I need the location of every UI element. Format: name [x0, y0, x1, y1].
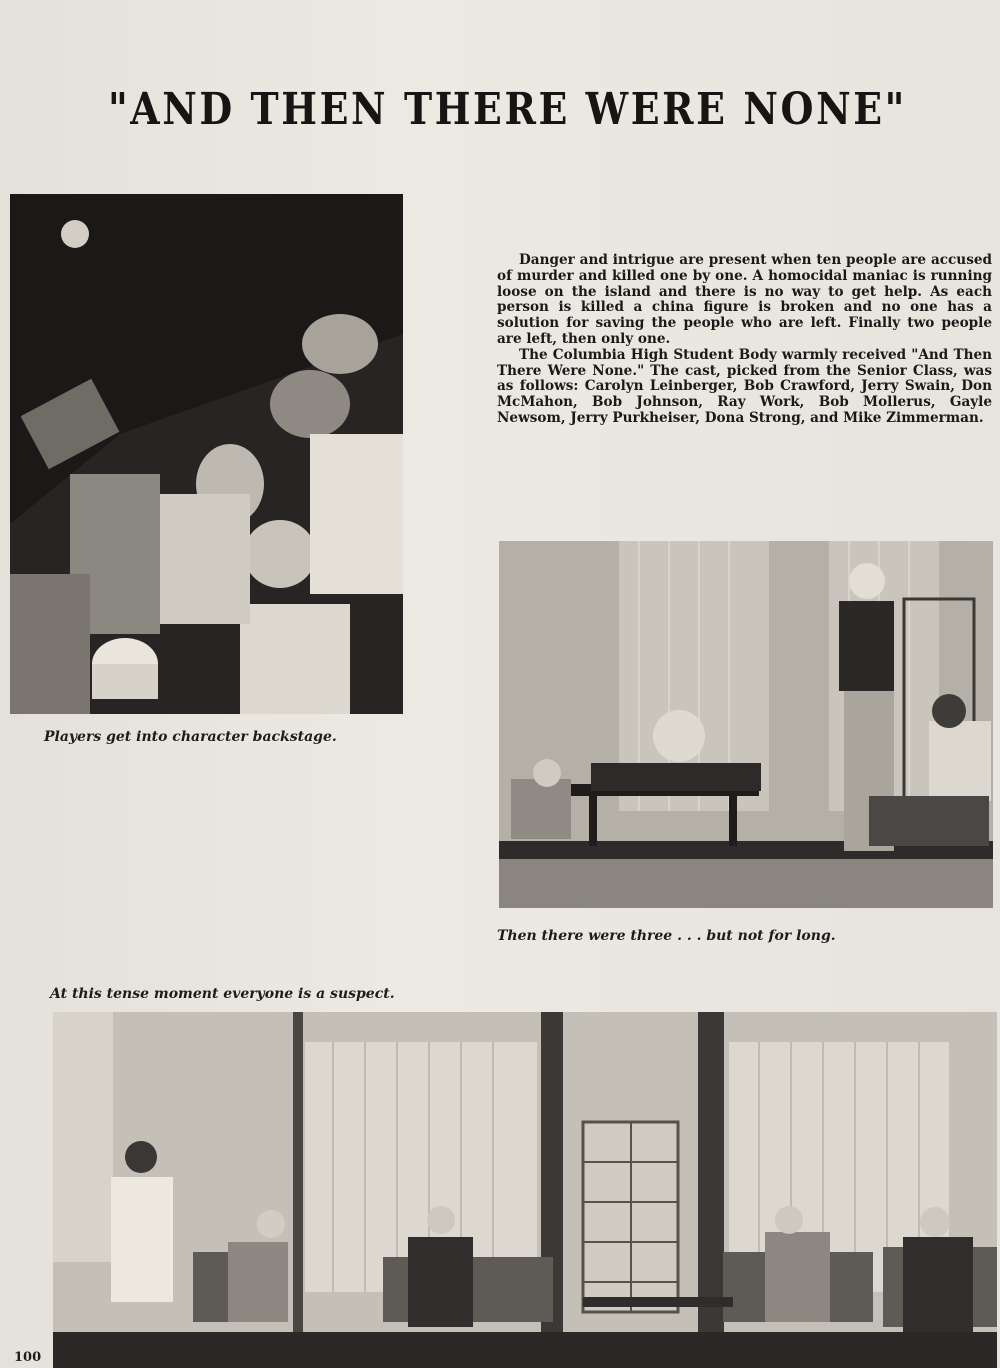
backstage-photo: [10, 194, 403, 714]
article-paragraph-2: The Columbia High Student Body warmly received "And Then There Were None." The cast, picked from the Senior Class, was as follows: Carolyn Leinberger, Bob Crawford, Jerry Swain, Don McMahon, Bob Johnson, Ray Work, Bob Mollerus, Gayle Newsom, Jerry Purkheiser, Dona Strong, and Mike Zimmerman.: [497, 346, 992, 426]
article-text: [497, 253, 992, 427]
suspect-scene-photo: [53, 1012, 997, 1368]
page-title: "AND THEN THERE WERE NONE": [108, 84, 907, 135]
page-number: 100: [14, 1350, 42, 1365]
suspect-caption: At this tense moment everyone is a suspect.: [50, 986, 395, 1002]
article-paragraph-1: Danger and intrigue are present when ten people are accused of murder and killed one by one. A homocidal maniac is running loose on the island and there is no way to get help. As each person is killed a china figure is broken and no one has a solution for saving the people who are left. Finally two people are left, then only one.: [497, 252, 992, 347]
three-players-caption: Then there were three . . . but not for long.: [497, 928, 836, 944]
three-players-photo: [499, 541, 993, 908]
backstage-caption: Players get into character backstage.: [44, 729, 337, 745]
